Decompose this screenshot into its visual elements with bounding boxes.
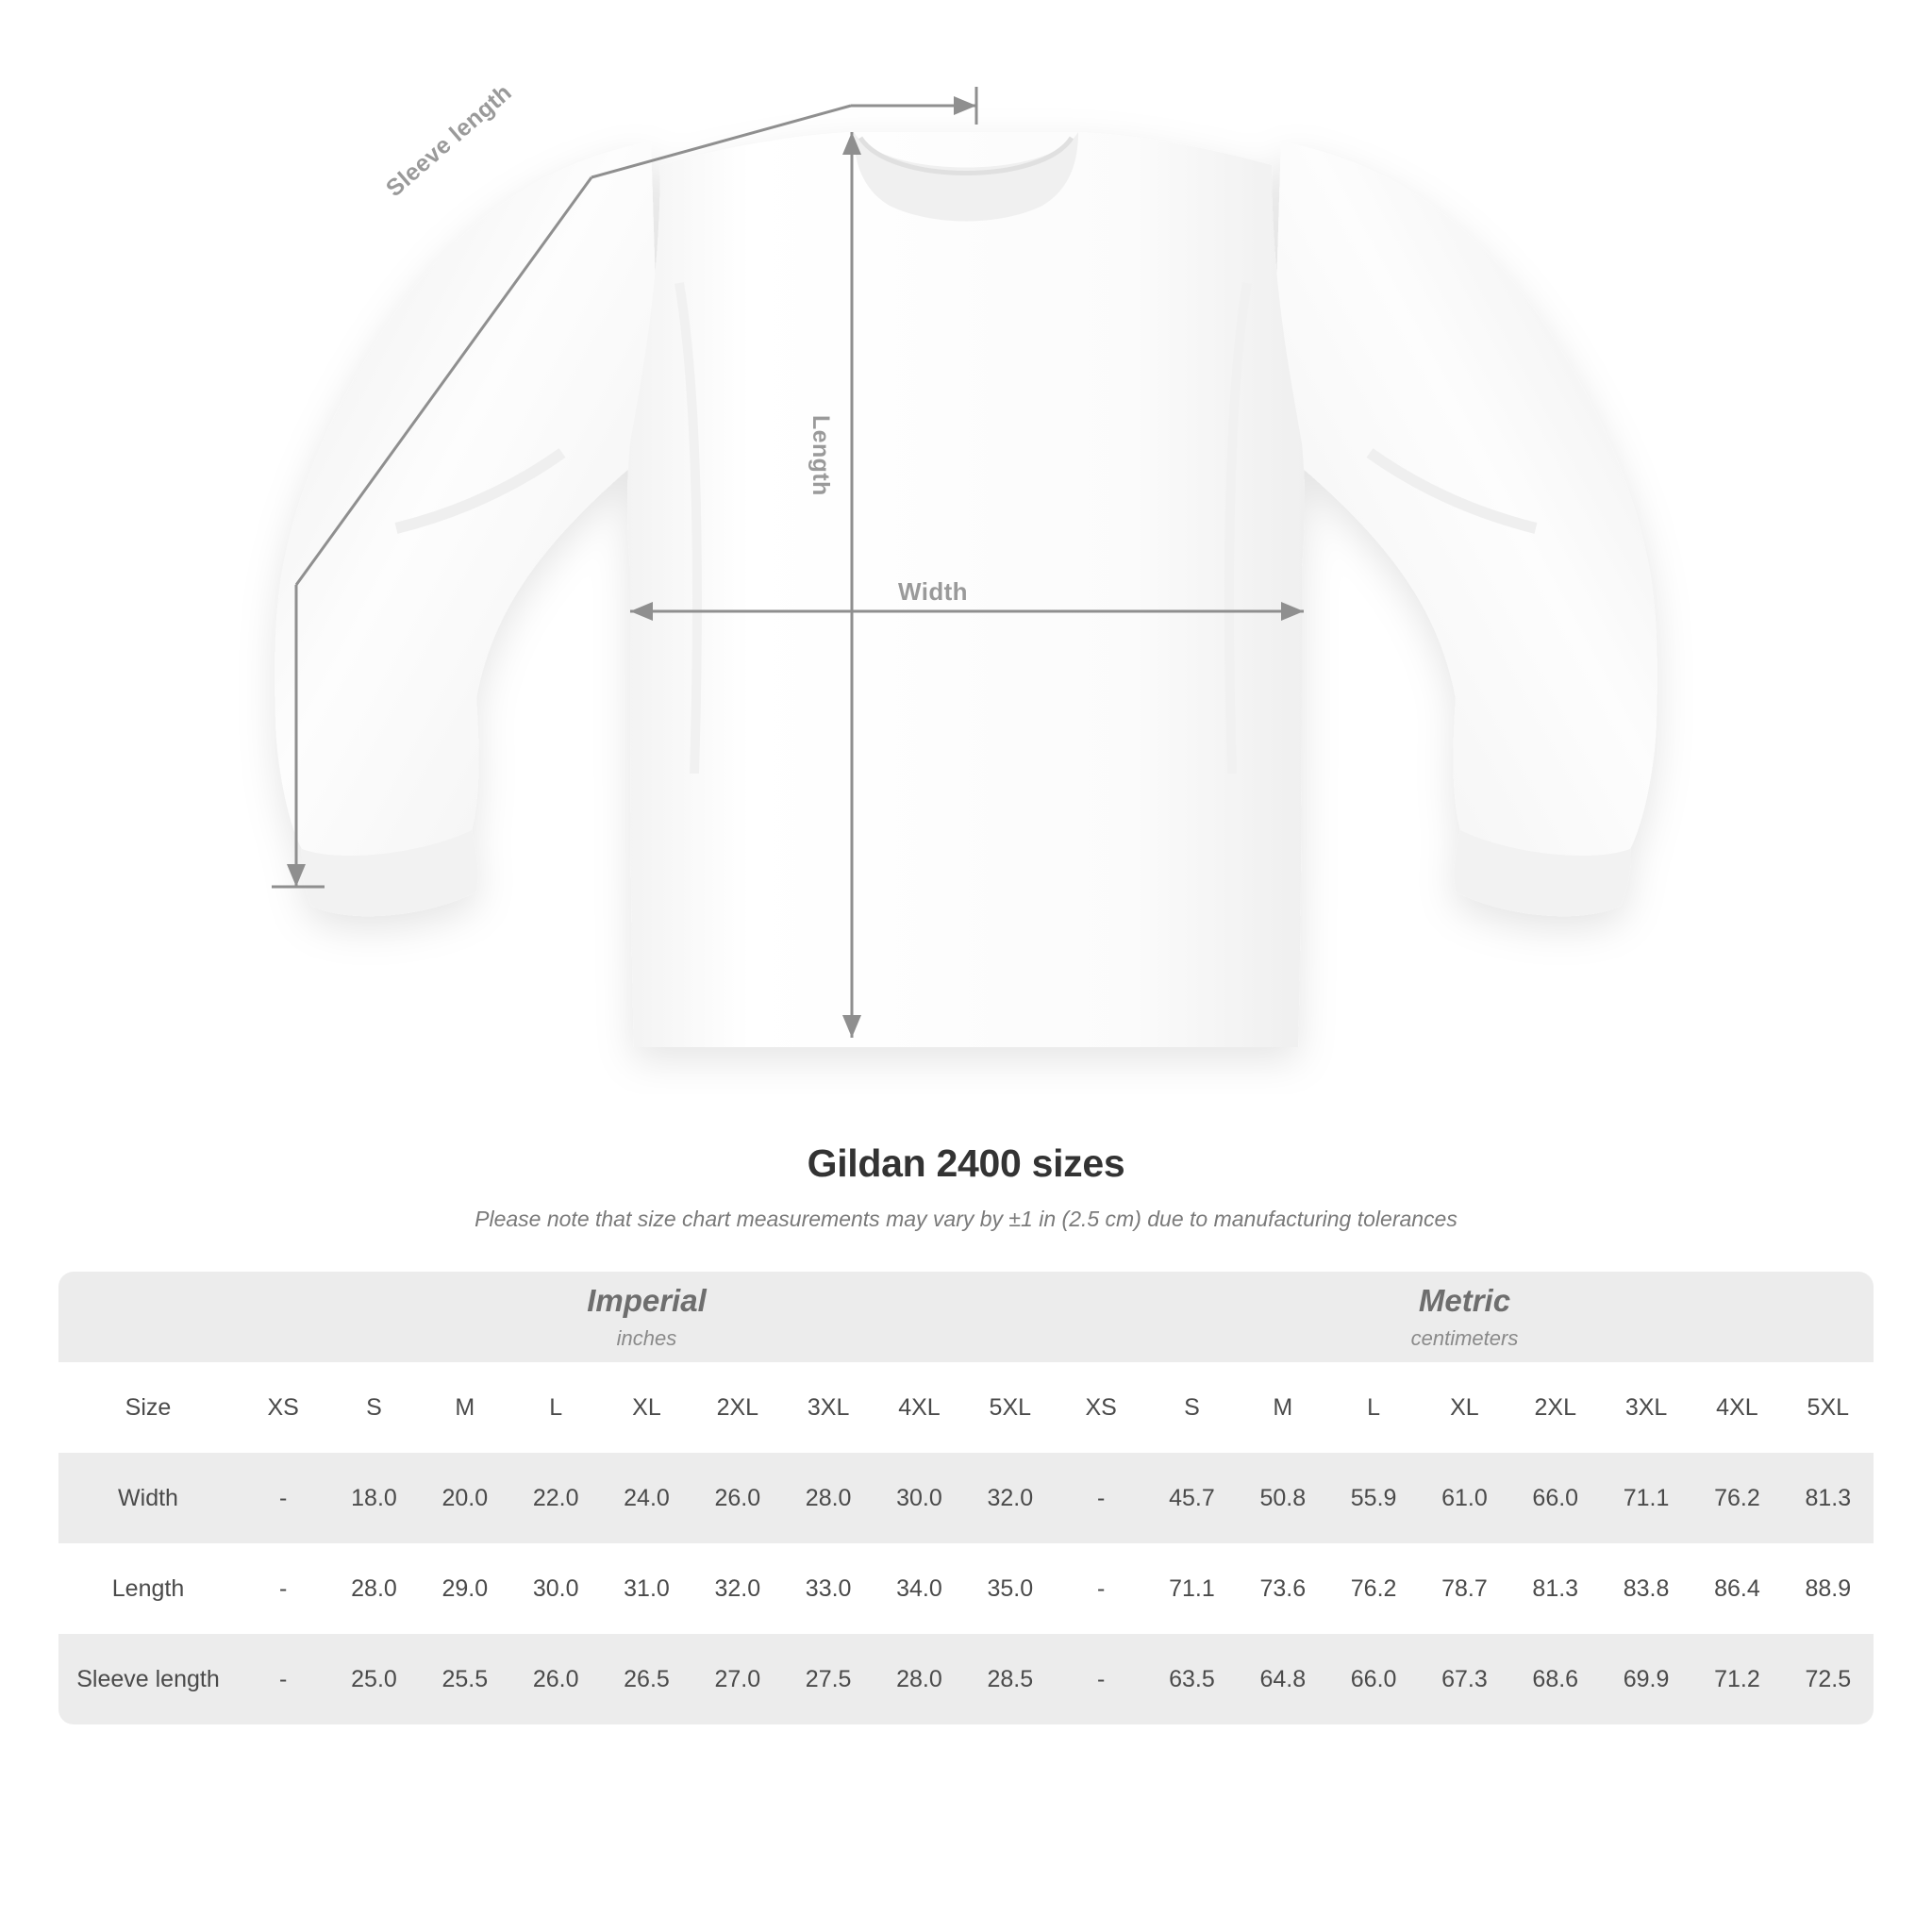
size-header-metric-3xl: 3XL: [1601, 1362, 1691, 1453]
size-header-imperial-xl: XL: [601, 1362, 691, 1453]
cell-length-imperial-2xl: 32.0: [692, 1543, 783, 1634]
cell-length-imperial-5xl: 35.0: [965, 1543, 1056, 1634]
size-table: [58, 1272, 1874, 1724]
unit-imperial-sub: inches: [616, 1326, 677, 1350]
title-block: [0, 1141, 1932, 1232]
size-header-metric-xl: XL: [1419, 1362, 1509, 1453]
cell-sleeve-length-imperial-xl: 26.5: [601, 1634, 691, 1724]
cell-sleeve-length-metric-3xl: 69.9: [1601, 1634, 1691, 1724]
size-header-row: [58, 1362, 1874, 1453]
size-header-metric-m: M: [1238, 1362, 1328, 1453]
cell-length-metric-4xl: 86.4: [1691, 1543, 1782, 1634]
unit-imperial-name: Imperial: [587, 1283, 707, 1318]
tolerance-note: Please note that size chart measurements may vary by ±1 in (2.5 cm) due to manufacturing tolerances: [475, 1207, 1457, 1231]
unit-imperial-cell: [238, 1272, 1056, 1362]
size-header-imperial-3xl: 3XL: [783, 1362, 874, 1453]
cell-width-imperial-3xl: 28.0: [783, 1453, 874, 1543]
cell-width-imperial-2xl: 26.0: [692, 1453, 783, 1543]
cell-width-imperial-l: 22.0: [510, 1453, 601, 1543]
length-dimension-label: Length: [808, 415, 834, 496]
size-header-imperial-5xl: 5XL: [965, 1362, 1056, 1453]
cell-width-metric-xs: -: [1056, 1453, 1146, 1543]
cell-sleeve-length-imperial-2xl: 27.0: [692, 1634, 783, 1724]
page-title: Gildan 2400 sizes: [807, 1141, 1125, 1185]
size-header-label: Size: [58, 1362, 238, 1453]
cell-length-metric-s: 71.1: [1146, 1543, 1237, 1634]
cell-sleeve-length-metric-s: 63.5: [1146, 1634, 1237, 1724]
cell-width-imperial-xs: -: [238, 1453, 328, 1543]
cell-width-imperial-4xl: 30.0: [874, 1453, 964, 1543]
cell-sleeve-length-imperial-4xl: 28.0: [874, 1634, 964, 1724]
cell-sleeve-length-metric-l: 66.0: [1328, 1634, 1419, 1724]
unit-row-spacer: [58, 1272, 238, 1362]
cell-sleeve-length-metric-4xl: 71.2: [1691, 1634, 1782, 1724]
width-dimension-label: Width: [898, 577, 968, 606]
cell-length-imperial-xs: -: [238, 1543, 328, 1634]
row-label-width: Width: [58, 1453, 238, 1543]
cell-width-metric-m: 50.8: [1238, 1453, 1328, 1543]
cell-length-imperial-l: 30.0: [510, 1543, 601, 1634]
cell-width-metric-3xl: 71.1: [1601, 1453, 1691, 1543]
cell-width-imperial-5xl: 32.0: [965, 1453, 1056, 1543]
table-row: [58, 1634, 1874, 1724]
cell-width-metric-xl: 61.0: [1419, 1453, 1509, 1543]
cell-sleeve-length-imperial-l: 26.0: [510, 1634, 601, 1724]
row-label-length: Length: [58, 1543, 238, 1634]
size-header-metric-l: L: [1328, 1362, 1419, 1453]
size-header-imperial-s: S: [328, 1362, 419, 1453]
size-table-wrapper: [58, 1272, 1874, 1724]
cell-length-metric-3xl: 83.8: [1601, 1543, 1691, 1634]
size-header-imperial-m: M: [420, 1362, 510, 1453]
cell-width-imperial-s: 18.0: [328, 1453, 419, 1543]
cell-width-metric-5xl: 81.3: [1783, 1453, 1874, 1543]
cell-sleeve-length-metric-2xl: 68.6: [1510, 1634, 1601, 1724]
cell-sleeve-length-metric-xl: 67.3: [1419, 1634, 1509, 1724]
cell-length-imperial-s: 28.0: [328, 1543, 419, 1634]
cell-length-metric-xl: 78.7: [1419, 1543, 1509, 1634]
cell-length-metric-2xl: 81.3: [1510, 1543, 1601, 1634]
unit-metric-name: Metric: [1418, 1283, 1511, 1318]
size-header-metric-4xl: 4XL: [1691, 1362, 1782, 1453]
row-label-sleeve-length: Sleeve length: [58, 1634, 238, 1724]
cell-length-imperial-4xl: 34.0: [874, 1543, 964, 1634]
size-header-imperial-2xl: 2XL: [692, 1362, 783, 1453]
cell-length-metric-l: 76.2: [1328, 1543, 1419, 1634]
cell-width-imperial-m: 20.0: [420, 1453, 510, 1543]
cell-sleeve-length-imperial-m: 25.5: [420, 1634, 510, 1724]
unit-metric-cell: [1056, 1272, 1874, 1362]
cell-sleeve-length-metric-xs: -: [1056, 1634, 1146, 1724]
cell-length-imperial-3xl: 33.0: [783, 1543, 874, 1634]
cell-width-metric-2xl: 66.0: [1510, 1453, 1601, 1543]
unit-system-row: [58, 1272, 1874, 1362]
size-header-metric-s: S: [1146, 1362, 1237, 1453]
cell-sleeve-length-imperial-xs: -: [238, 1634, 328, 1724]
cell-length-metric-xs: -: [1056, 1543, 1146, 1634]
size-header-metric-5xl: 5XL: [1783, 1362, 1874, 1453]
cell-length-metric-5xl: 88.9: [1783, 1543, 1874, 1634]
cell-width-imperial-xl: 24.0: [601, 1453, 691, 1543]
cell-length-metric-m: 73.6: [1238, 1543, 1328, 1634]
cell-width-metric-l: 55.9: [1328, 1453, 1419, 1543]
cell-length-imperial-m: 29.0: [420, 1543, 510, 1634]
sleeve-length-dimension-label: Sleeve length: [381, 78, 517, 203]
size-header-metric-2xl: 2XL: [1510, 1362, 1601, 1453]
cell-sleeve-length-imperial-5xl: 28.5: [965, 1634, 1056, 1724]
unit-metric-sub: centimeters: [1410, 1326, 1519, 1350]
cell-length-imperial-xl: 31.0: [601, 1543, 691, 1634]
cell-width-metric-4xl: 76.2: [1691, 1453, 1782, 1543]
cell-width-metric-s: 45.7: [1146, 1453, 1237, 1543]
size-header-imperial-l: L: [510, 1362, 601, 1453]
cell-sleeve-length-imperial-3xl: 27.5: [783, 1634, 874, 1724]
cell-sleeve-length-imperial-s: 25.0: [328, 1634, 419, 1724]
table-row: [58, 1543, 1874, 1634]
size-header-imperial-4xl: 4XL: [874, 1362, 964, 1453]
size-table-body: [58, 1272, 1874, 1724]
size-header-imperial-xs: XS: [238, 1362, 328, 1453]
cell-sleeve-length-metric-m: 64.8: [1238, 1634, 1328, 1724]
table-row: [58, 1453, 1874, 1543]
size-header-metric-xs: XS: [1056, 1362, 1146, 1453]
cell-sleeve-length-metric-5xl: 72.5: [1783, 1634, 1874, 1724]
